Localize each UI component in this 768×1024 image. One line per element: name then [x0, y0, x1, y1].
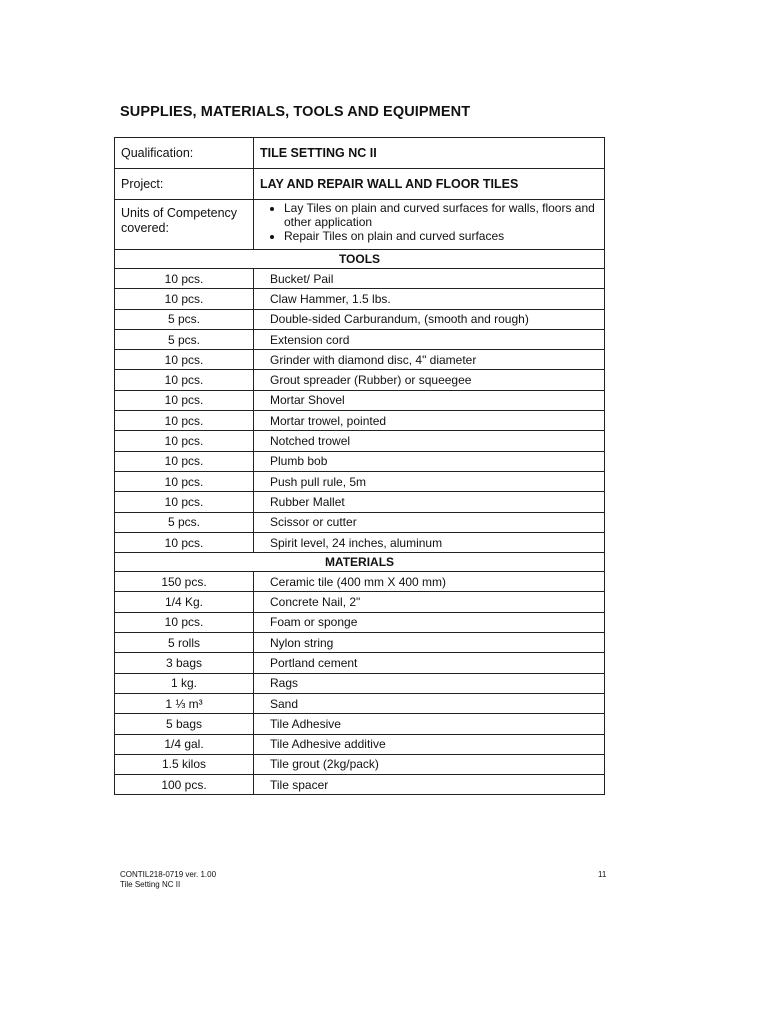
units-item: • Lay Tiles on plain and curved surfaces for walls, floors and other application [284, 201, 604, 229]
page-number: 11 [598, 870, 607, 879]
description-cell: Bucket/ Pail [254, 269, 605, 289]
description-cell: Notched trowel [254, 431, 605, 451]
description-cell: Rubber Mallet [254, 492, 605, 512]
description-cell: Tile grout (2kg/pack) [254, 754, 605, 774]
project-row [115, 169, 605, 200]
description-cell: Double-sided Carburandum, (smooth and rough) [254, 309, 605, 329]
description-cell: Extension cord [254, 329, 605, 349]
table-row [115, 411, 605, 431]
description-cell: Scissor or cutter [254, 512, 605, 532]
units-label-line2: covered: [121, 221, 169, 235]
table-row [115, 532, 605, 552]
quantity-cell: 1 ⅓ m³ [115, 693, 254, 713]
table-row [115, 612, 605, 632]
description-cell: Ceramic tile (400 mm X 400 mm) [254, 572, 605, 592]
footer-document-code [120, 870, 216, 890]
quantity-cell: 100 pcs. [115, 775, 254, 795]
table-row [115, 714, 605, 734]
project-value: LAY AND REPAIR WALL AND FLOOR TILES [254, 169, 605, 200]
description-cell: Grinder with diamond disc, 4" diameter [254, 350, 605, 370]
quantity-cell: 10 pcs. [115, 431, 254, 451]
units-list-cell [254, 200, 605, 250]
table-row [115, 653, 605, 673]
quantity-cell: 5 pcs. [115, 329, 254, 349]
units-row [115, 200, 605, 250]
quantity-cell: 150 pcs. [115, 572, 254, 592]
quantity-cell: 1/4 Kg. [115, 592, 254, 612]
page-title: SUPPLIES, MATERIALS, TOOLS AND EQUIPMENT [120, 104, 471, 120]
table-row [115, 269, 605, 289]
description-cell: Tile Adhesive [254, 714, 605, 734]
table-row [115, 431, 605, 451]
tools-section-title: TOOLS [115, 250, 605, 269]
table-row [115, 693, 605, 713]
description-cell: Mortar Shovel [254, 390, 605, 410]
description-cell: Rags [254, 673, 605, 693]
description-cell: Plumb bob [254, 451, 605, 471]
quantity-cell: 10 pcs. [115, 269, 254, 289]
description-cell: Spirit level, 24 inches, aluminum [254, 532, 605, 552]
materials-section-title: MATERIALS [115, 553, 605, 572]
description-cell: Sand [254, 693, 605, 713]
footer-code: CONTIL218-0719 ver. 1.00 [120, 870, 217, 879]
table-row [115, 350, 605, 370]
units-list [254, 201, 604, 243]
description-cell: Nylon string [254, 633, 605, 653]
table-row [115, 492, 605, 512]
quantity-cell: 10 pcs. [115, 390, 254, 410]
quantity-cell: 10 pcs. [115, 451, 254, 471]
quantity-cell: 10 pcs. [115, 411, 254, 431]
table-row [115, 673, 605, 693]
table-row [115, 471, 605, 491]
quantity-cell: 10 pcs. [115, 471, 254, 491]
description-cell: Tile Adhesive additive [254, 734, 605, 754]
table-row [115, 775, 605, 795]
qualification-value: TILE SETTING NC II [254, 138, 605, 169]
table-row [115, 329, 605, 349]
qualification-row [115, 138, 605, 169]
description-cell: Portland cement [254, 653, 605, 673]
description-cell: Claw Hammer, 1.5 lbs. [254, 289, 605, 309]
quantity-cell: 5 pcs. [115, 512, 254, 532]
quantity-cell: 10 pcs. [115, 492, 254, 512]
units-label-line1: Units of Competency [121, 206, 238, 220]
qualification-label: Qualification: [115, 138, 254, 169]
quantity-cell: 10 pcs. [115, 532, 254, 552]
quantity-cell: 10 pcs. [115, 350, 254, 370]
quantity-cell: 3 bags [115, 653, 254, 673]
description-cell: Mortar trowel, pointed [254, 411, 605, 431]
project-label: Project: [115, 169, 254, 200]
table-row [115, 309, 605, 329]
table-row [115, 289, 605, 309]
materials-section-header [115, 553, 605, 572]
table-row [115, 512, 605, 532]
quantity-cell: 10 pcs. [115, 612, 254, 632]
description-cell: Push pull rule, 5m [254, 471, 605, 491]
table-row [115, 734, 605, 754]
quantity-cell: 5 pcs. [115, 309, 254, 329]
table-row [115, 451, 605, 471]
tools-section-header [115, 250, 605, 269]
quantity-cell: 10 pcs. [115, 370, 254, 390]
quantity-cell: 10 pcs. [115, 289, 254, 309]
description-cell: Tile spacer [254, 775, 605, 795]
table-row [115, 754, 605, 774]
quantity-cell: 1/4 gal. [115, 734, 254, 754]
units-label [115, 200, 254, 250]
quantity-cell: 1 kg. [115, 673, 254, 693]
table-row [115, 572, 605, 592]
description-cell: Foam or sponge [254, 612, 605, 632]
description-cell: Grout spreader (Rubber) or squeegee [254, 370, 605, 390]
quantity-cell: 1.5 kilos [115, 754, 254, 774]
table-row [115, 633, 605, 653]
quantity-cell: 5 bags [115, 714, 254, 734]
table-row [115, 370, 605, 390]
units-item: • Repair Tiles on plain and curved surfaces [284, 229, 604, 243]
footer-subtitle: Tile Setting NC II [120, 880, 181, 889]
quantity-cell: 5 rolls [115, 633, 254, 653]
table-row [115, 390, 605, 410]
table-row [115, 592, 605, 612]
supplies-table [114, 137, 605, 795]
description-cell: Concrete Nail, 2" [254, 592, 605, 612]
